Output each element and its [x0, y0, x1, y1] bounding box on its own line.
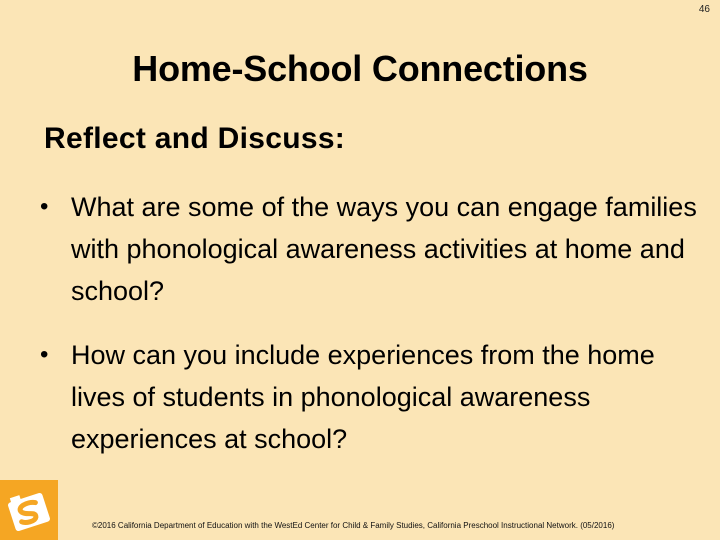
- bullet-list: [40, 186, 700, 482]
- copyright-footer: ©2016 California Department of Education with the WestEd Center for Child & Family Studies, California Preschool Instructional Network. (05/2016): [92, 521, 615, 530]
- preschool-network-logo-icon: [0, 480, 58, 540]
- page-number: 46: [698, 4, 710, 15]
- bullet-text: What are some of the ways you can engage families with phonological awareness activities at home and school?: [71, 192, 697, 306]
- bullet-dot-icon: •: [40, 341, 49, 368]
- bullet-item: [40, 186, 700, 312]
- bullet-text: How can you include experiences from the home lives of students in phonological awareness experiences at school?: [71, 340, 655, 454]
- bullet-item: [40, 334, 700, 460]
- slide-subtitle: Reflect and Discuss:: [44, 122, 346, 155]
- slide-title: Home-School Connections: [132, 48, 588, 89]
- bullet-dot-icon: •: [40, 193, 49, 220]
